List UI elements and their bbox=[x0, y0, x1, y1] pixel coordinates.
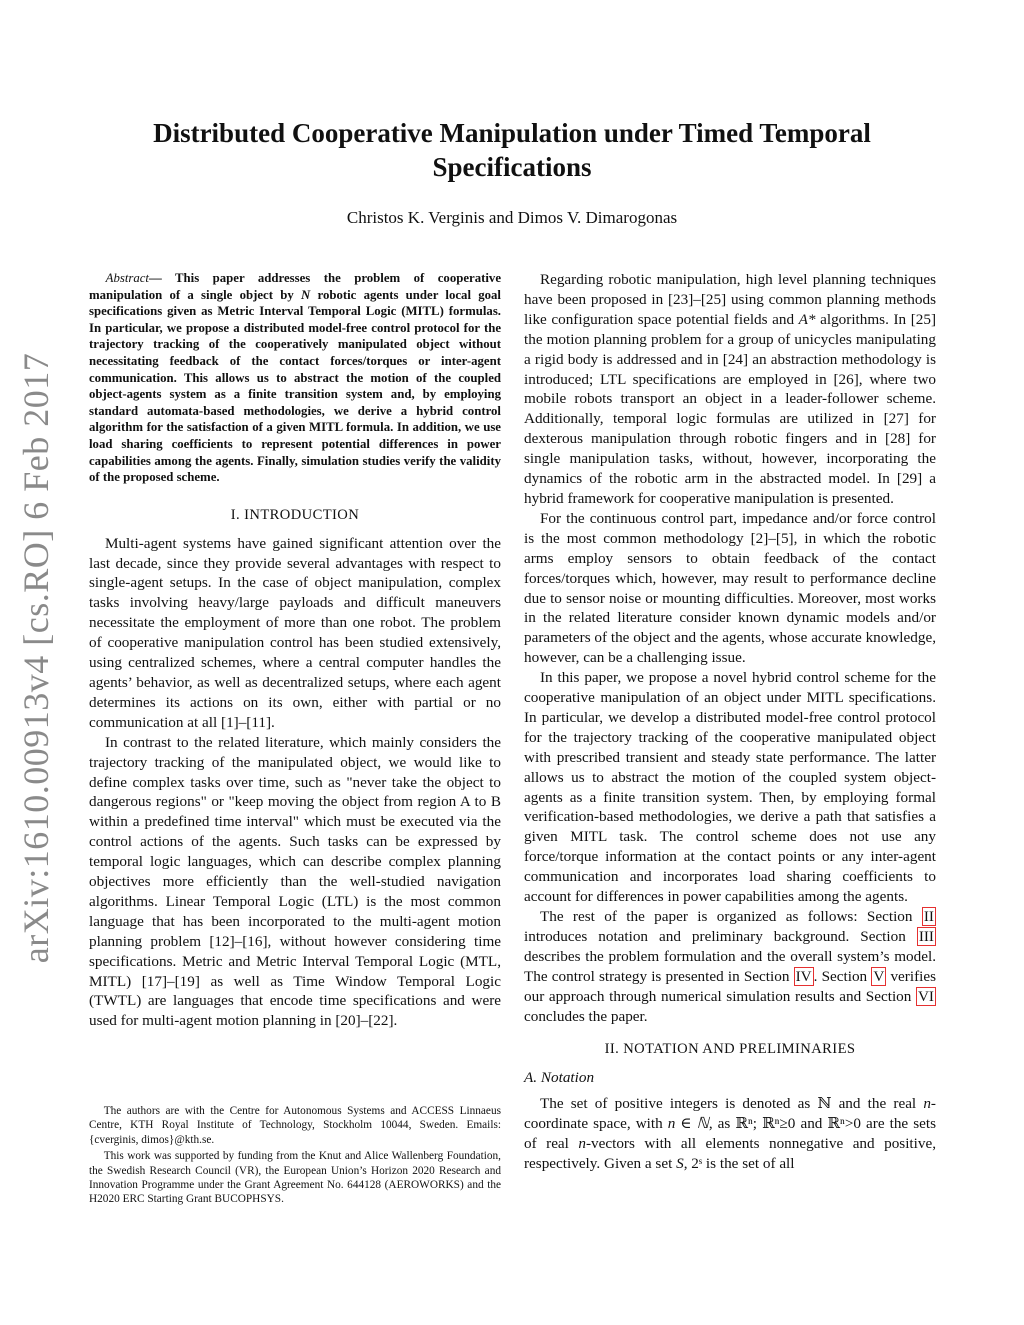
p4-text-1: The rest of the paper is organized as follows: Section bbox=[539, 908, 922, 925]
p4-text-5: verifies our approach through numerical simulation results and Section bbox=[524, 967, 937, 1005]
notation-text-10: is the set of all bbox=[702, 1154, 795, 1172]
math-real-n: ℝⁿ bbox=[735, 1115, 753, 1133]
math-n-1: n bbox=[923, 1095, 931, 1113]
paper-title: Distributed Cooperative Manipulation under Timed Temporal Specifications bbox=[153, 118, 871, 182]
notation-text-9: , bbox=[683, 1154, 692, 1172]
notation-text-3: -coordinate space, with bbox=[524, 1095, 936, 1133]
section-heading-introduction: I. INTRODUCTION bbox=[230, 506, 360, 523]
right-paragraph-3: In this paper, we propose a novel hybrid control scheme for the cooperative manipulation of an object under MITL specifications. In particular, we develop a distributed model-free control protocol for the trajectory tracking of the cooperative manipulated object with prescribed transient and steady state performance. The latter allows us to abstract the motion of the coupled system object-agents as a finite transition system. Then, by employing formal verification-based methodologies, we derive a path that satisfies a given MITL task. The control scheme does not use any force/torque information at the contact points or any inter-agent communication and incorporates load sharing coefficients to account for differences in power capabilities among the agents. bbox=[524, 669, 936, 906]
footnote-affiliation: The authors are with the Centre for Autonomous Systems and ACCESS Linnaeus Centre, KTH Royal Institute of Technology, Stockholm 10044, Sweden. Emails: {cverginis, dimos}@kth.se. bbox=[89, 1105, 501, 1146]
astar-math: A* bbox=[798, 310, 816, 328]
abstract-math-n: N bbox=[301, 287, 311, 302]
math-n-2: n bbox=[578, 1135, 586, 1153]
section-heading-notation: II. NOTATION AND PRELIMINARIES bbox=[604, 1041, 856, 1058]
notation-text-5: ; bbox=[752, 1115, 763, 1133]
abstract-label: Abstract bbox=[105, 271, 149, 285]
math-power-set: 2ˢ bbox=[691, 1154, 703, 1172]
notation-text-6: and bbox=[795, 1115, 828, 1133]
notation-text-4: , as bbox=[708, 1115, 736, 1133]
intro-paragraph-2: In contrast to the related literature, which mainly considers the trajectory tracking of the manipulated object, we would like to define complex tasks over time, such as "never take the object to dangerous regions" or "keep moving the object from region A to B within a predefined time interval" which must be executed via the control actions of the agents. Such tasks can be expressed by temporal logic languages, which can describe complex planning objectives more efficiently than the well-studied navigation algorithms. Linear Temporal Logic (LTL) is the most common language that has been incorporated to the multi-agent motion planning problem [12]–[16], without however considering time specifications. Metric and Metric Interval Temporal Logic (MTL, MITL) [17]–[19] as well as Time Window Temporal Logic (TWTL) are languages that encode time specifications and were used for multi-agent motion planning in [20]–[22]. bbox=[89, 733, 501, 1030]
abstract-dash: — bbox=[149, 271, 162, 285]
notation-paragraph bbox=[524, 1094, 936, 1174]
left-column bbox=[89, 270, 501, 1031]
section-link-v[interactable]: V bbox=[873, 967, 885, 985]
section-link-iv[interactable]: IV bbox=[795, 967, 812, 985]
math-real-pos: ℝⁿ>0 bbox=[827, 1115, 861, 1133]
right-paragraph-2: For the continuous control part, impedance and/or force control is the most common methodology [2]–[5], in which the robotic arms employ sensors to obtain feedback of the contact forces/torques which, however, may result to performance decline due to sensor noise or mounting difficulties. Moreover, most works in the related literature consider known dynamic models and/or parameters of the object and the agents, whose accurate knowledge, however, can be a challenging issue. bbox=[524, 509, 936, 667]
paper-authors: Christos K. Verginis and Dimos V. Dimarogonas bbox=[346, 208, 678, 227]
math-naturals: ℕ bbox=[817, 1095, 832, 1113]
right-paragraph-4 bbox=[524, 907, 936, 1026]
math-set-s: S bbox=[676, 1154, 684, 1172]
p4-text-4: . Section bbox=[813, 967, 872, 985]
notation-text-8: -vectors with all elements nonnegative and positive, respectively. Given a set bbox=[524, 1135, 936, 1172]
math-n-in-naturals: n ∈ ℕ bbox=[667, 1115, 709, 1133]
notation-text-1: The set of positive integers is denoted as bbox=[539, 1095, 818, 1113]
abstract bbox=[89, 270, 501, 486]
footnotes bbox=[89, 1104, 501, 1209]
right-paragraph-1 bbox=[524, 270, 936, 509]
abstract-text-2: robotic agents under local goal specifications given as Metric Interval Temporal Logic (MITL) formulas. In particular, we propose a distributed model-free control protocol for the trajectory tracking of the cooperatively manipulated object without necessitating feedback of the contact forces/torques or inter-agent communication. This allows us to abstract the motion of the coupled object-agents system as a finite transition system and, by employing standard automata-based methodologies, we derive a hybrid control algorithm for the satisfaction of a given MITL formula. In addition, we use load sharing coefficients to represent potential differences in power capabilities among the agents. Finally, simulation studies verify the validity of the proposed scheme. bbox=[89, 287, 501, 485]
math-real-nonneg: ℝⁿ≥0 bbox=[762, 1115, 796, 1133]
notation-text-2: and the real bbox=[831, 1095, 924, 1113]
right-p1-text-b: algorithms. In [25] the motion planning problem for a group of unicycles manipulating a rigid body is addressed and in [24] an abstraction methodology is introduced; LTL specifications are employed in [26], where two mobile robots transport an object in a leader-follower scheme. Additionally, temporal logic formulas are utilized in [27] for dexterous manipulation through robotic fingers and in [28] for single manipulation tasks, without, however, incorporating the dynamics of the robotic arm in the abstracted model. In [29] a hybrid framework for cooperative manipulation is presented. bbox=[524, 310, 936, 507]
notation-text-7: are the sets of real bbox=[524, 1115, 937, 1153]
p4-text-3: describes the problem formulation and the overall system’s model. The control strategy is presented in Section bbox=[524, 947, 936, 985]
arxiv-id-label: arXiv:1610.00913v4 [cs.RO] 6 Feb 2017 bbox=[16, 352, 56, 964]
arxiv-stamp bbox=[8, 352, 64, 964]
p4-text-2: introduces notation and preliminary background. Section bbox=[524, 927, 917, 945]
abstract-text-1: This paper addresses the problem of cooperative manipulation of a single object by bbox=[89, 271, 501, 302]
subsection-heading-notation: A. Notation bbox=[524, 1069, 595, 1087]
intro-paragraph-1: Multi-agent systems have gained significant attention over the last decade, since they provide several advantages with respect to single-agent setups. In the case of object manipulation, complex tasks involving heavy/large payloads and difficult maneuvers necessitate the employment of more than one robot. The problem of cooperative manipulation control has been studied extensively, using centralized schemes, where a central computer handles the agents’ behavior, as well as decentralized setups, where each agent determines its actions on its own, either with partial or no communication at all [1]–[11]. bbox=[89, 534, 501, 731]
right-p1-text-a: Regarding robotic manipulation, high level planning techniques have been proposed in [23]–[25] using common planning methods like configuration space potential fields and bbox=[524, 271, 936, 328]
right-column bbox=[524, 270, 936, 1174]
footnote-funding: This work was supported by funding from the Knut and Alice Wallenberg Foundation, the Swedish Research Council (VR), the European Union’s Horizon 2020 Research and Innovation Programme under the Grant Agreement No. 644128 (AEROWORKS) and the H2020 ERC Starting Grant BUCOPHSYS. bbox=[89, 1150, 501, 1206]
p4-text-6: concludes the paper. bbox=[524, 1007, 648, 1025]
section-link-vi[interactable]: VI bbox=[917, 987, 934, 1005]
section-link-ii[interactable]: II bbox=[923, 908, 934, 925]
section-link-iii[interactable]: III bbox=[918, 927, 934, 945]
